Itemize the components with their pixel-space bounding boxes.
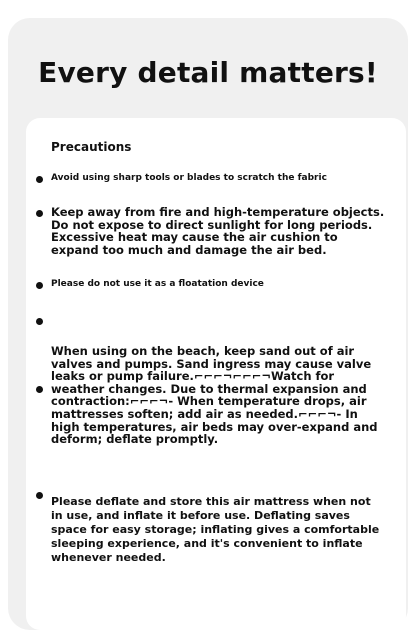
bullet-icon — [36, 210, 43, 217]
page-title: Every detail matters! — [38, 56, 378, 89]
precaution-item: Please do not use it as a floatation device — [51, 279, 264, 289]
precaution-item: Please deflate and store this air mattress when not in use, and inflate it before use. Deflating saves space for easy storage; inflating gives a comfortable sleeping experience, and it's convenient to inflate whenever needed. — [51, 495, 380, 564]
precaution-item: When using on the beach, keep sand out of air valves and pumps. Sand ingress may cause valve leaks or pump failure.⌐⌐⌐¬⌐⌐⌐¬Watch for weather changes. Due to thermal expansion and contraction:⌐⌐⌐¬- When temperature drops, air mattresses soften; add air as needed.⌐⌐⌐¬- In high temperatures, air beds may over-expand and deform; deflate promptly. — [51, 344, 378, 447]
bullet-icon — [36, 318, 43, 325]
bullet-icon — [36, 492, 43, 499]
section-title: Precautions — [51, 140, 132, 154]
precaution-item: Avoid using sharp tools or blades to scratch the fabric — [51, 173, 327, 183]
bullet-icon — [36, 282, 43, 289]
precaution-item: Keep away from fire and high-temperature objects. Do not expose to direct sunlight for long periods. Excessive heat may cause the air cushion to expand too much and damage the air bed. — [51, 205, 385, 257]
bullet-icon — [36, 176, 43, 183]
product-detail-card — [8, 18, 408, 630]
precautions-panel — [26, 118, 406, 630]
bullet-icon — [36, 386, 43, 393]
